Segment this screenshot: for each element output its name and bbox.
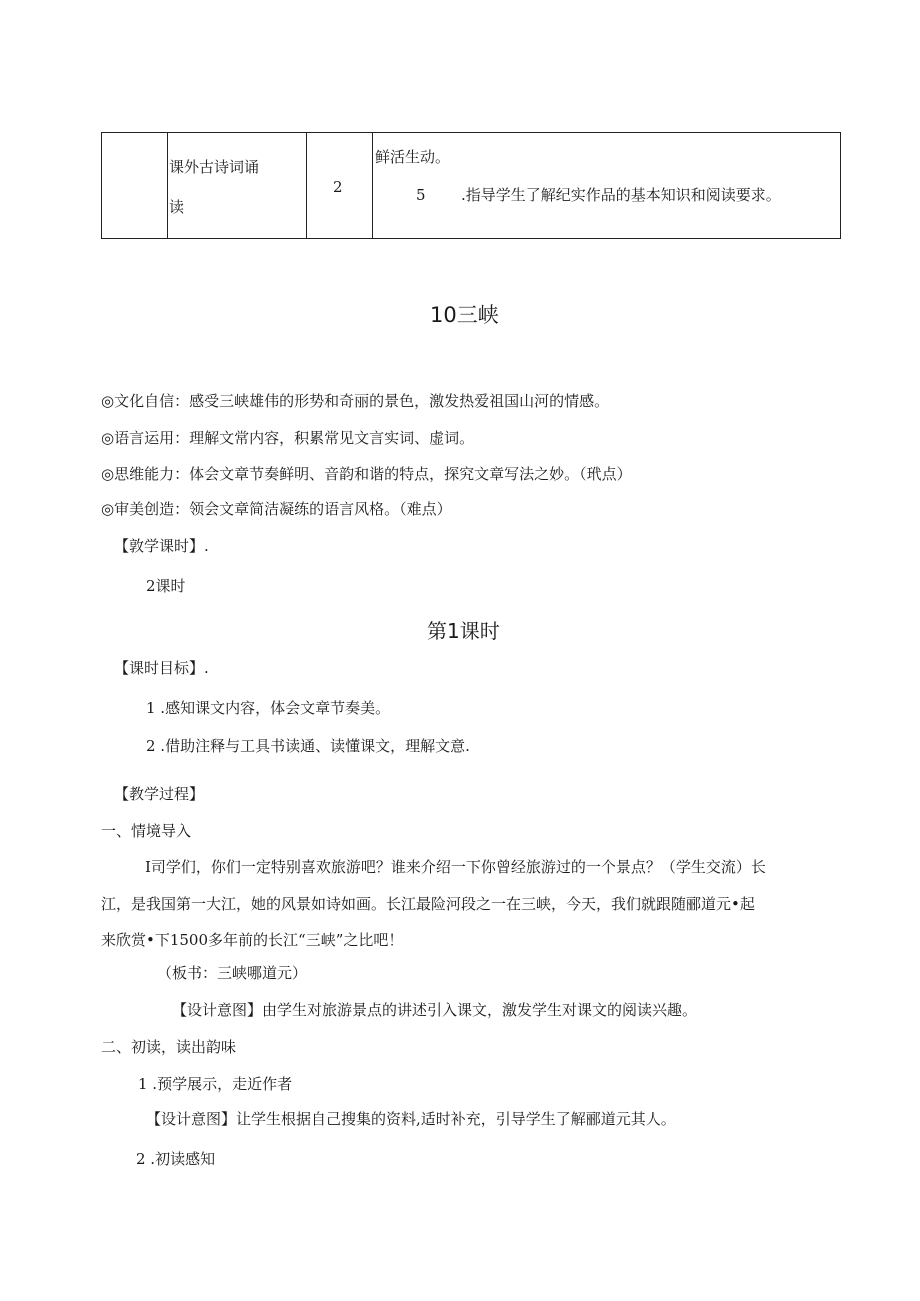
table-cell-unit-line2: 读 — [169, 198, 185, 216]
table-divider — [167, 133, 168, 238]
goal-item: 1 .感知课文内容，体会文章节奏美。 — [146, 699, 391, 717]
design-intent: 【设计意图】让学生根据自己搜集的资料,适时补充，引导学生了解郦道元其人。 — [146, 1110, 676, 1128]
design-intent: 【设计意图】由学生对旅游景点的讲述引入课文，激发学生对课文的阅读兴趣。 — [172, 1001, 698, 1019]
process-label: 【教学过程】 — [114, 785, 205, 803]
paragraph-line: 来欣赏•下1500多年前的长江“三峡”之比吧！ — [101, 931, 404, 949]
goal-item: 2 .借助注释与工具书读通、读懂课文，理解文意. — [146, 737, 470, 755]
table-cell-goal-num: 5 — [416, 186, 426, 204]
objective-item: ◎文化自信：感受三峡雄伟的形势和奇丽的景色，激发热爱祖国山河的情感。 — [101, 392, 610, 410]
curriculum-table — [101, 132, 841, 239]
table-cell-hours: 2 — [333, 178, 343, 196]
lesson-title: 第1课时 — [427, 619, 500, 643]
step-item: 1 .预学展示，走近作者 — [138, 1075, 293, 1093]
teaching-hours-label: 【敦学课时】. — [114, 537, 209, 555]
step-item: 2 .初读感知 — [136, 1150, 216, 1168]
paragraph-line: 江，是我国第一大江，她的风景如诗如画。长江最险河段之一在三峡，今天，我们就跟随郦道元•起 — [101, 895, 755, 913]
page-title: 10三峡 — [430, 303, 499, 327]
teaching-hours-value: 2课时 — [146, 577, 186, 595]
section-heading: 二、初读，读出韵味 — [101, 1038, 237, 1056]
table-cell-goal-line2: .指导学生了解纪实作品的基本知识和阅读要求。 — [461, 186, 781, 204]
table-cell-unit-line1: 课外古诗词诵 — [169, 158, 260, 176]
table-divider — [372, 133, 373, 238]
table-divider — [306, 133, 307, 238]
objective-item: ◎审美创造：领会文章简洁凝练的语言风格。（难点） — [101, 500, 452, 518]
board-note: （板书：三峡哪道元） — [157, 964, 308, 982]
objective-item: ◎思维能力：体会文章节奏鲜明、音韵和谐的特点，探究文章写法之妙。（玳点） — [101, 465, 632, 483]
goal-label: 【课时目标】. — [114, 659, 209, 677]
objective-item: ◎语言运用：理解文常内容，积累常见文言实词、虚词。 — [101, 429, 475, 447]
section-heading: 一、情境导入 — [101, 822, 192, 840]
table-cell-goal-line1: 鲜活生动。 — [375, 148, 451, 166]
paragraph-line: I司学们，你们一定特别喜欢旅游吧？谁来介绍一下你曾经旅游过的一个景点？（学生交流）长 — [145, 858, 766, 876]
